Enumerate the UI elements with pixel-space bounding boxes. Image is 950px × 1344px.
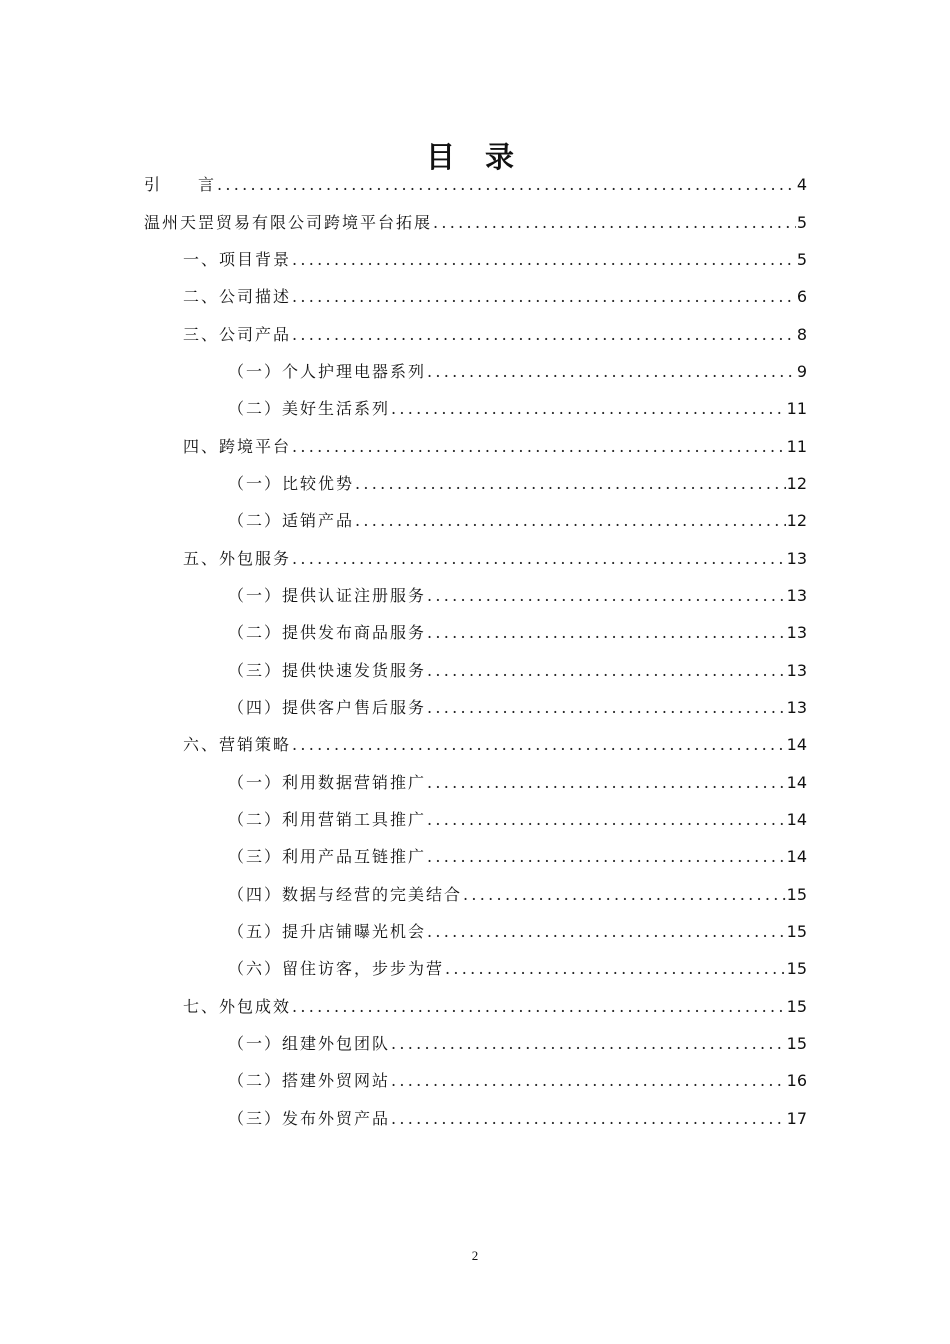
toc-entry-line [183, 247, 807, 270]
toc-entry-page-number: 6 [796, 287, 807, 307]
page-number: 2 [471, 1248, 479, 1263]
toc-entry-page-number: 15 [786, 959, 807, 979]
toc-entry-line [144, 210, 807, 233]
toc-entry-label: （三）发布外贸产品 [228, 1108, 391, 1128]
toc-dot-leader [427, 698, 786, 717]
toc-dot-leader [427, 623, 786, 642]
toc-entry-label: （四）提供客户售后服务 [228, 697, 427, 717]
toc-entry-label: 一、项目背景 [183, 249, 292, 269]
toc-entry[interactable] [0, 202, 950, 239]
toc-entry-page-number: 15 [786, 996, 807, 1016]
toc-entry[interactable] [0, 576, 950, 613]
toc-entry-line [183, 546, 807, 569]
toc-entry[interactable] [0, 314, 950, 351]
toc-dot-leader [433, 213, 796, 232]
toc-entry-page-number: 8 [796, 324, 807, 344]
toc-entry[interactable] [0, 240, 950, 277]
toc-entry-line [228, 882, 807, 905]
toc-entry[interactable] [0, 912, 950, 949]
toc-entry-label: （一）组建外包团队 [228, 1034, 391, 1054]
toc-entry[interactable] [0, 426, 950, 463]
toc-dot-leader [463, 885, 786, 904]
toc-dot-leader [427, 362, 796, 381]
toc-entry-page-number: 11 [786, 399, 807, 419]
toc-entry-page-number: 14 [786, 810, 807, 830]
toc-entry-label: 二、公司描述 [183, 287, 292, 307]
toc-entry-line [228, 658, 807, 681]
toc-entry-page-number: 17 [786, 1108, 807, 1128]
toc-entry-label: （六）留住访客，步步为营 [228, 959, 445, 979]
toc-entry-label: 温州天罡贸易有限公司跨境平台拓展 [144, 212, 433, 232]
toc-entry-label: （一）比较优势 [228, 473, 355, 493]
toc-dot-leader [427, 922, 786, 941]
toc-dot-leader [427, 810, 786, 829]
toc-entry[interactable] [0, 688, 950, 725]
toc-dot-leader [391, 1071, 786, 1090]
toc-entry-label: （二）搭建外贸网站 [228, 1071, 391, 1091]
toc-entry[interactable] [0, 1061, 950, 1098]
toc-entry[interactable] [0, 763, 950, 800]
toc-entry-line [183, 322, 807, 345]
toc-entry-label: （一）利用数据营销推广 [228, 772, 427, 792]
toc-dot-leader [292, 437, 786, 456]
toc-entry-line [228, 583, 807, 606]
toc-entry-label: （五）提升店铺曝光机会 [228, 922, 427, 942]
toc-entry[interactable] [0, 800, 950, 837]
toc-entry[interactable] [0, 1024, 950, 1061]
toc-entry[interactable] [0, 389, 950, 426]
toc-entry-line [183, 732, 807, 755]
toc-entry-page-number: 9 [796, 361, 807, 381]
toc-dot-leader [292, 250, 796, 269]
toc-entry-page-number: 5 [796, 212, 807, 232]
toc-entry-page-number: 14 [786, 772, 807, 792]
toc-dot-leader [391, 399, 786, 418]
toc-dot-leader [427, 773, 786, 792]
toc-entry-page-number: 15 [786, 1034, 807, 1054]
toc-dot-leader [445, 959, 786, 978]
toc-entry-page-number: 16 [786, 1071, 807, 1091]
toc-entry-page-number: 12 [786, 473, 807, 493]
toc-entry-page-number: 13 [786, 548, 807, 568]
toc-entry-page-number: 14 [786, 847, 807, 867]
toc-entry-label: 引 言 [144, 175, 217, 195]
toc-dot-leader [217, 175, 796, 194]
toc-entry-line [228, 359, 807, 382]
toc-entry-page-number: 12 [786, 511, 807, 531]
toc-entry-page-number: 11 [786, 436, 807, 456]
toc-entry-label: 七、外包成效 [183, 996, 292, 1016]
toc-entry-label: （四）数据与经营的完美结合 [228, 884, 463, 904]
toc-entry-page-number: 15 [786, 884, 807, 904]
toc-entry[interactable] [0, 875, 950, 912]
toc-entry-line [228, 919, 807, 942]
toc-dot-leader [292, 287, 796, 306]
toc-dot-leader [355, 474, 786, 493]
toc-list [0, 165, 950, 1136]
toc-dot-leader [292, 325, 796, 344]
toc-entry-line [228, 807, 807, 830]
toc-dot-leader [292, 997, 786, 1016]
toc-entry-label: 六、营销策略 [183, 735, 292, 755]
toc-entry[interactable] [0, 650, 950, 687]
toc-entry-line [228, 770, 807, 793]
toc-entry-line [228, 471, 807, 494]
toc-entry-label: （二）适销产品 [228, 511, 355, 531]
toc-dot-leader [427, 847, 786, 866]
toc-title: 目 录 [425, 140, 525, 175]
toc-entry[interactable] [0, 613, 950, 650]
toc-entry-line [183, 994, 807, 1017]
toc-dot-leader [292, 735, 786, 754]
toc-entry[interactable] [0, 464, 950, 501]
toc-entry-label: （一）个人护理电器系列 [228, 361, 427, 381]
toc-entry[interactable] [0, 538, 950, 575]
toc-entry-line [183, 434, 807, 457]
toc-entry-page-number: 14 [786, 735, 807, 755]
toc-entry-line [228, 620, 807, 643]
toc-entry-line [228, 508, 807, 531]
toc-entry[interactable] [0, 277, 950, 314]
toc-entry-label: （二）利用营销工具推广 [228, 810, 427, 830]
toc-entry-line [228, 956, 807, 979]
toc-entry-label: （二）提供发布商品服务 [228, 623, 427, 643]
toc-entry-page-number: 5 [796, 249, 807, 269]
toc-dot-leader [391, 1034, 786, 1053]
toc-entry[interactable] [0, 725, 950, 762]
toc-entry-line [228, 396, 807, 419]
toc-entry-page-number: 13 [786, 585, 807, 605]
toc-entry-label: 四、跨境平台 [183, 436, 292, 456]
toc-entry-line [228, 844, 807, 867]
toc-entry-label: 三、公司产品 [183, 324, 292, 344]
toc-entry[interactable] [0, 352, 950, 389]
toc-entry-line [228, 695, 807, 718]
toc-entry-line [144, 172, 807, 195]
toc-dot-leader [427, 586, 786, 605]
toc-dot-leader [427, 661, 786, 680]
toc-entry-page-number: 4 [796, 175, 807, 195]
toc-dot-leader [391, 1109, 786, 1128]
toc-entry-line [228, 1031, 807, 1054]
toc-entry-label: （三）提供快速发货服务 [228, 660, 427, 680]
toc-entry-line [183, 284, 807, 307]
toc-entry[interactable] [0, 987, 950, 1024]
toc-entry[interactable] [0, 165, 950, 202]
toc-entry-page-number: 13 [786, 697, 807, 717]
toc-entry-line [228, 1068, 807, 1091]
toc-entry-label: （二）美好生活系列 [228, 399, 391, 419]
toc-entry-label: （三）利用产品互链推广 [228, 847, 427, 867]
toc-dot-leader [355, 511, 786, 530]
toc-dot-leader [292, 549, 786, 568]
toc-entry[interactable] [0, 501, 950, 538]
toc-entry-page-number: 13 [786, 623, 807, 643]
toc-entry-label: 五、外包服务 [183, 548, 292, 568]
toc-entry[interactable] [0, 837, 950, 874]
toc-entry[interactable] [0, 1099, 950, 1136]
toc-entry-line [228, 1106, 807, 1129]
toc-entry-page-number: 15 [786, 922, 807, 942]
toc-entry-page-number: 13 [786, 660, 807, 680]
toc-entry[interactable] [0, 949, 950, 986]
toc-entry-label: （一）提供认证注册服务 [228, 585, 427, 605]
